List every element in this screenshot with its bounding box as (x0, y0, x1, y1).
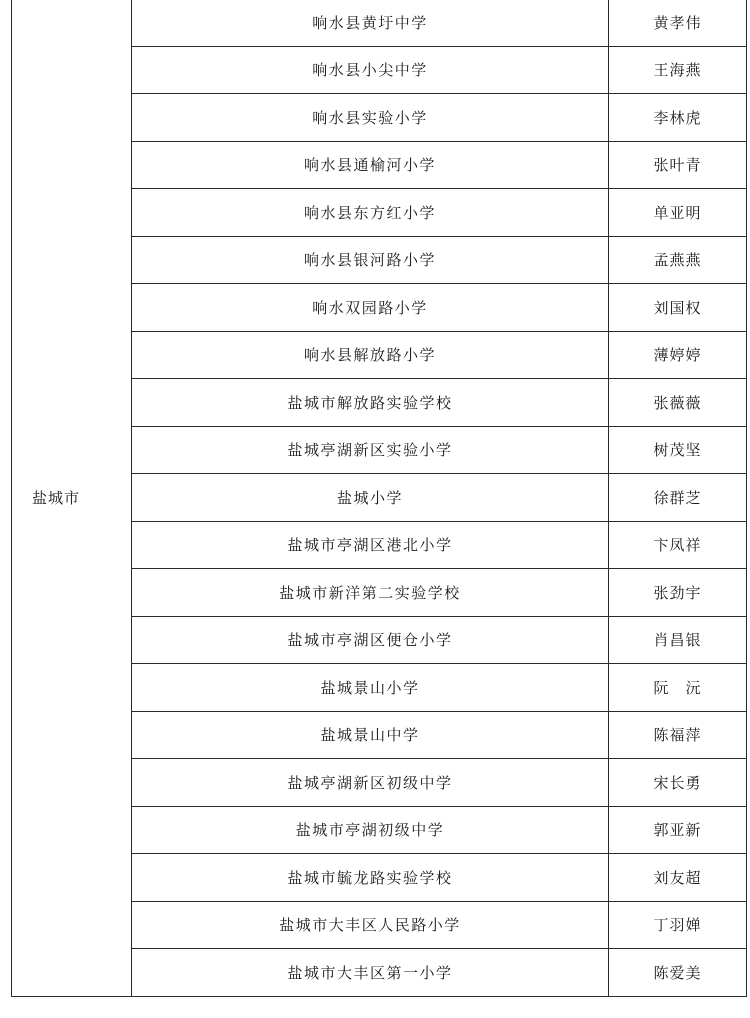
school-cell: 响水县小尖中学 (132, 46, 609, 94)
teacher-name-cell: 刘友超 (609, 854, 747, 902)
school-cell: 盐城亭湖新区实验小学 (132, 426, 609, 474)
school-cell: 响水县解放路小学 (132, 331, 609, 379)
school-cell: 响水县通榆河小学 (132, 141, 609, 189)
school-cell: 盐城市亭湖区港北小学 (132, 521, 609, 569)
teacher-name-cell: 树茂坚 (609, 426, 747, 474)
teacher-name-cell: 刘国权 (609, 284, 747, 332)
teacher-name-cell: 张薇薇 (609, 379, 747, 427)
teacher-name-cell: 阮 沅 (609, 664, 747, 712)
school-cell: 盐城市亭湖区便仓小学 (132, 616, 609, 664)
school-cell: 盐城市亭湖初级中学 (132, 806, 609, 854)
school-cell: 盐城市新洋第二实验学校 (132, 569, 609, 617)
teacher-name-cell: 薄婷婷 (609, 331, 747, 379)
school-cell: 响水县银河路小学 (132, 236, 609, 284)
teacher-name-cell: 黄孝伟 (609, 0, 747, 46)
school-cell: 响水县黄圩中学 (132, 0, 609, 46)
teacher-name-cell: 郭亚新 (609, 806, 747, 854)
teacher-name-cell: 孟燕燕 (609, 236, 747, 284)
teacher-name-cell: 徐群芝 (609, 474, 747, 522)
school-cell: 盐城景山中学 (132, 711, 609, 759)
school-cell: 盐城亭湖新区初级中学 (132, 759, 609, 807)
school-cell: 响水县东方红小学 (132, 189, 609, 237)
school-cell: 盐城景山小学 (132, 664, 609, 712)
teacher-name-cell: 张叶青 (609, 141, 747, 189)
school-cell: 盐城小学 (132, 474, 609, 522)
teacher-name-cell: 宋长勇 (609, 759, 747, 807)
school-cell: 响水双园路小学 (132, 284, 609, 332)
teacher-name-cell: 单亚明 (609, 189, 747, 237)
teacher-name-cell: 肖昌银 (609, 616, 747, 664)
school-cell: 盐城市大丰区人民路小学 (132, 901, 609, 949)
table-body (12, 0, 747, 996)
teacher-name-cell: 陈爱美 (609, 949, 747, 997)
teacher-name-cell: 卞凤祥 (609, 521, 747, 569)
teacher-name-cell: 陈福萍 (609, 711, 747, 759)
school-cell: 盐城市大丰区第一小学 (132, 949, 609, 997)
teacher-name-cell: 丁羽婵 (609, 901, 747, 949)
school-cell: 盐城市解放路实验学校 (132, 379, 609, 427)
teacher-name-cell: 李林虎 (609, 94, 747, 142)
teacher-name-cell: 王海燕 (609, 46, 747, 94)
table-row (12, 0, 747, 46)
school-cell: 响水县实验小学 (132, 94, 609, 142)
school-teacher-table (11, 0, 747, 997)
school-cell: 盐城市毓龙路实验学校 (132, 854, 609, 902)
teacher-name-cell: 张劲宇 (609, 569, 747, 617)
city-cell: 盐城市 (12, 0, 132, 996)
